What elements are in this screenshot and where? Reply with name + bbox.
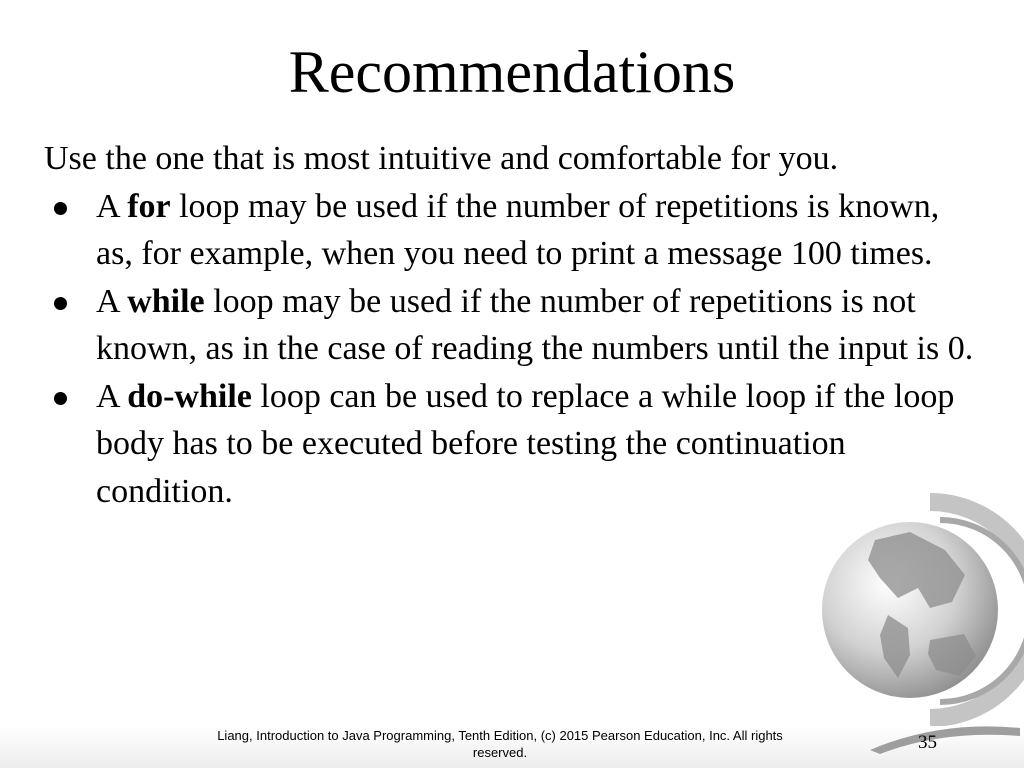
page-number: 35 (918, 732, 937, 753)
bullet-list (44, 183, 974, 516)
bullet-dot-icon (54, 202, 67, 215)
intro-text: Use the one that is most intuitive and comfortable for you. (44, 140, 839, 177)
bullet-text: loop may be used if the number of repetitions is known, as, for example, when you need to print a message 100 times. (96, 187, 940, 272)
bullet-lead: A (96, 282, 119, 320)
slide-title: Recommendations (288, 39, 736, 105)
footer-copyright: Liang, Introduction to Java Programming, Tenth Edition, (c) 2015 Pearson Education, Inc. All rights reserved. (217, 728, 783, 760)
globe-icon (780, 480, 1024, 740)
keyword-do-while: do-while (127, 377, 252, 415)
bullet-text: loop may be used if the number of repetitions is not known, as in the case of reading the numbers until the input is 0. (96, 282, 974, 367)
bullet-dot-icon (54, 297, 67, 310)
slide-body (44, 135, 974, 515)
keyword-while: while (127, 282, 205, 320)
bullet-for-loop (44, 183, 974, 278)
bullet-text: loop can be used to replace a while loop if the loop body has to be executed before testing the continuation condition. (96, 377, 955, 510)
bullet-dot-icon (54, 392, 67, 405)
bullet-while-loop (44, 278, 974, 373)
bullet-do-while-loop (44, 373, 974, 516)
bullet-lead: A (96, 187, 119, 225)
keyword-for: for (127, 187, 171, 225)
bullet-lead: A (96, 377, 119, 415)
